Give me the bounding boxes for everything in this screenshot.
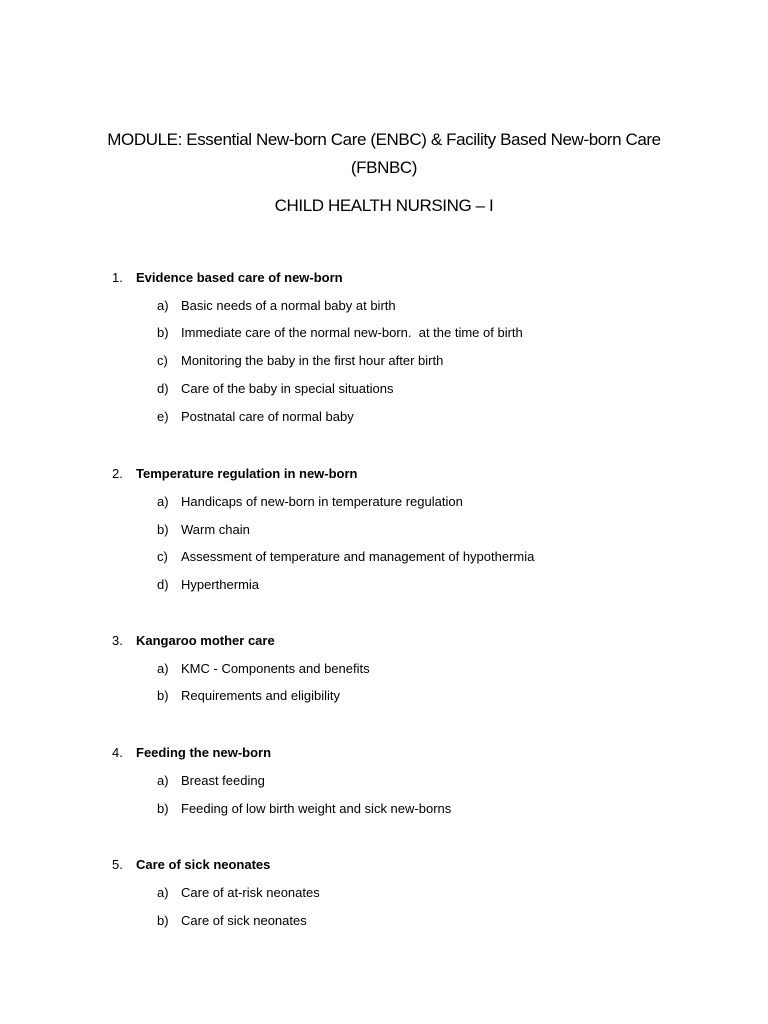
item-letter: b) (157, 325, 169, 340)
item-text: Requirements and eligibility (181, 688, 340, 703)
section-title: Kangaroo mother care (136, 633, 275, 648)
item-letter: c) (157, 353, 168, 368)
item-letter: b) (157, 688, 169, 703)
item-text: Monitoring the baby in the first hour after birth (181, 353, 444, 368)
item-letter: a) (157, 661, 169, 676)
list-item (157, 297, 396, 315)
section-number: 1. (112, 270, 123, 285)
item-text: Immediate care of the normal new-born. at the time of birth (181, 325, 523, 340)
item-text: Care of sick neonates (181, 913, 307, 928)
list-item (157, 800, 451, 818)
item-text: Postnatal care of normal baby (181, 409, 354, 424)
section-title: Feeding the new-born (136, 745, 272, 760)
item-text: Hyperthermia (181, 577, 260, 592)
course-subtitle: CHILD HEALTH NURSING – I (274, 196, 494, 215)
module-title-continued: (FBNBC) (350, 158, 418, 177)
list-item (157, 521, 250, 539)
list-item (157, 548, 534, 566)
section-heading (112, 465, 358, 483)
list-item (157, 408, 354, 426)
list-item (157, 912, 307, 930)
item-letter: a) (157, 298, 169, 313)
module-title: MODULE: Essential New-born Care (ENBC) & Facility Based New-born Care (107, 130, 661, 149)
list-item (157, 493, 463, 511)
item-letter: c) (157, 549, 168, 564)
list-item (157, 380, 393, 398)
item-text: Handicaps of new-born in temperature regulation (181, 494, 463, 509)
list-item (157, 660, 370, 678)
list-item (157, 772, 265, 790)
item-letter: d) (157, 577, 169, 592)
section-heading (112, 856, 270, 874)
section-number: 5. (112, 857, 123, 872)
item-text: Care of the baby in special situations (181, 381, 394, 396)
item-text: Care of at-risk neonates (181, 885, 320, 900)
item-letter: e) (157, 409, 169, 424)
item-letter: b) (157, 522, 169, 537)
list-item (157, 576, 259, 594)
list-item (157, 352, 443, 370)
item-letter: a) (157, 885, 169, 900)
item-text: Breast feeding (181, 773, 265, 788)
item-text: Assessment of temperature and management of hypothermia (181, 549, 535, 564)
section-heading (112, 632, 275, 650)
item-text: Feeding of low birth weight and sick new-borns (181, 801, 452, 816)
item-text: Warm chain (181, 522, 250, 537)
section-heading (112, 744, 271, 762)
item-text: KMC - Components and benefits (181, 661, 370, 676)
item-text: Basic needs of a normal baby at birth (181, 298, 396, 313)
item-letter: a) (157, 494, 169, 509)
section-title: Evidence based care of new-born (136, 270, 343, 285)
section-number: 2. (112, 466, 123, 481)
section-heading (112, 269, 343, 287)
item-letter: b) (157, 913, 169, 928)
section-title: Temperature regulation in new-born (136, 466, 358, 481)
section-title: Care of sick neonates (136, 857, 271, 872)
item-letter: b) (157, 801, 169, 816)
section-number: 3. (112, 633, 123, 648)
item-letter: d) (157, 381, 169, 396)
section-number: 4. (112, 745, 123, 760)
item-letter: a) (157, 773, 169, 788)
list-item (157, 324, 523, 342)
list-item (157, 884, 320, 902)
list-item (157, 687, 340, 705)
